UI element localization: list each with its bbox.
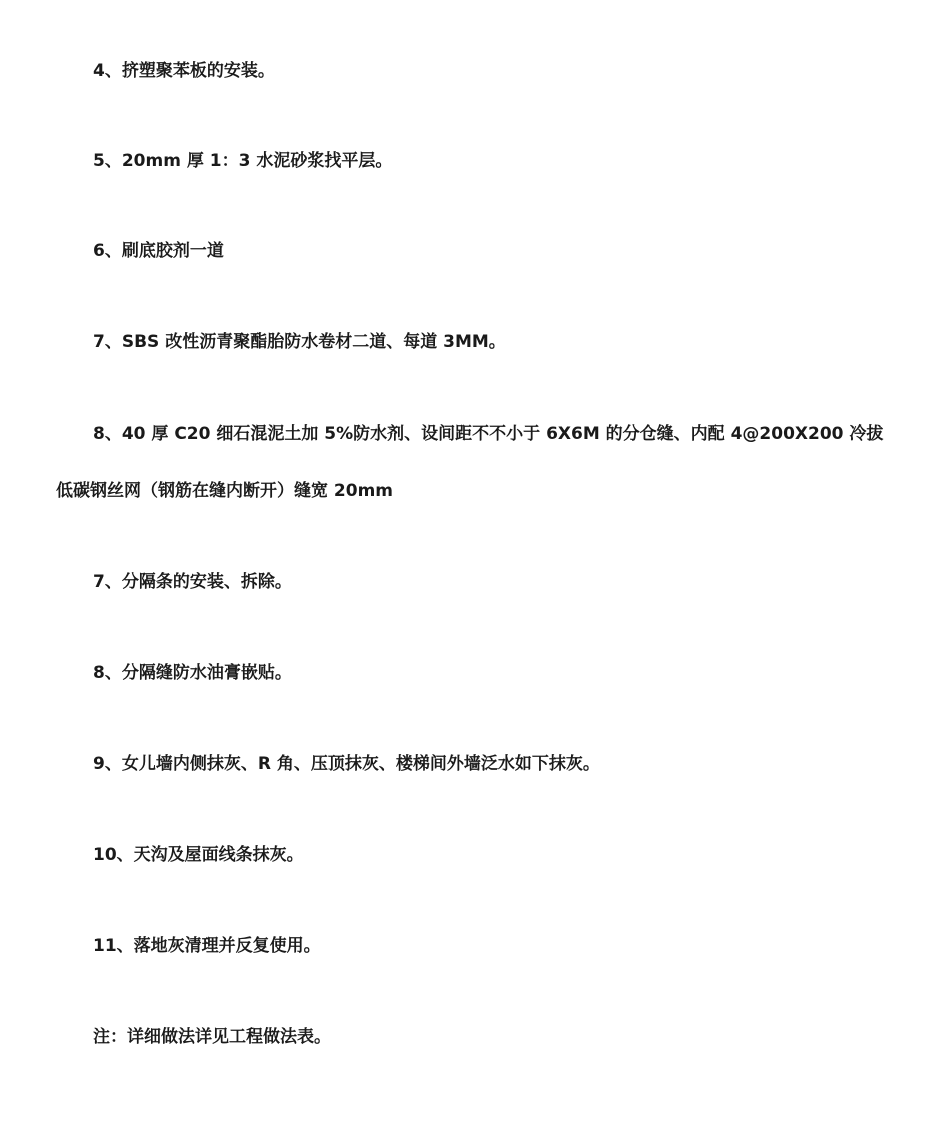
- item-line-continuation: 低碳钢丝网（钢筋在缝内断开）缝宽 20mm: [56, 481, 394, 501]
- item-line: 10、天沟及屋面线条抹灰。: [93, 845, 304, 865]
- item-line: 8、40 厚 C20 细石混泥土加 5%防水剂、设间距不不小于 6X6M 的分仓缝、内配 4@200X200 冷拔: [93, 424, 884, 444]
- item-line: 5、20mm 厚 1：3 水泥砂浆找平层。: [93, 151, 393, 171]
- item-line: 7、分隔条的安装、拆除。: [93, 572, 292, 592]
- note-line: 注：详细做法详见工程做法表。: [93, 1027, 331, 1047]
- item-line: 7、SBS 改性沥青聚酯胎防水卷材二道、每道 3MM。: [93, 332, 506, 352]
- item-line: 8、分隔缝防水油膏嵌贴。: [93, 663, 292, 683]
- item-line: 11、落地灰清理并反复使用。: [93, 936, 321, 956]
- item-line: 6、刷底胶剂一道: [93, 241, 224, 261]
- item-line: 9、女儿墙内侧抹灰、R 角、压顶抹灰、楼梯间外墙泛水如下抹灰。: [93, 754, 600, 774]
- item-line: 4、挤塑聚苯板的安装。: [93, 61, 275, 81]
